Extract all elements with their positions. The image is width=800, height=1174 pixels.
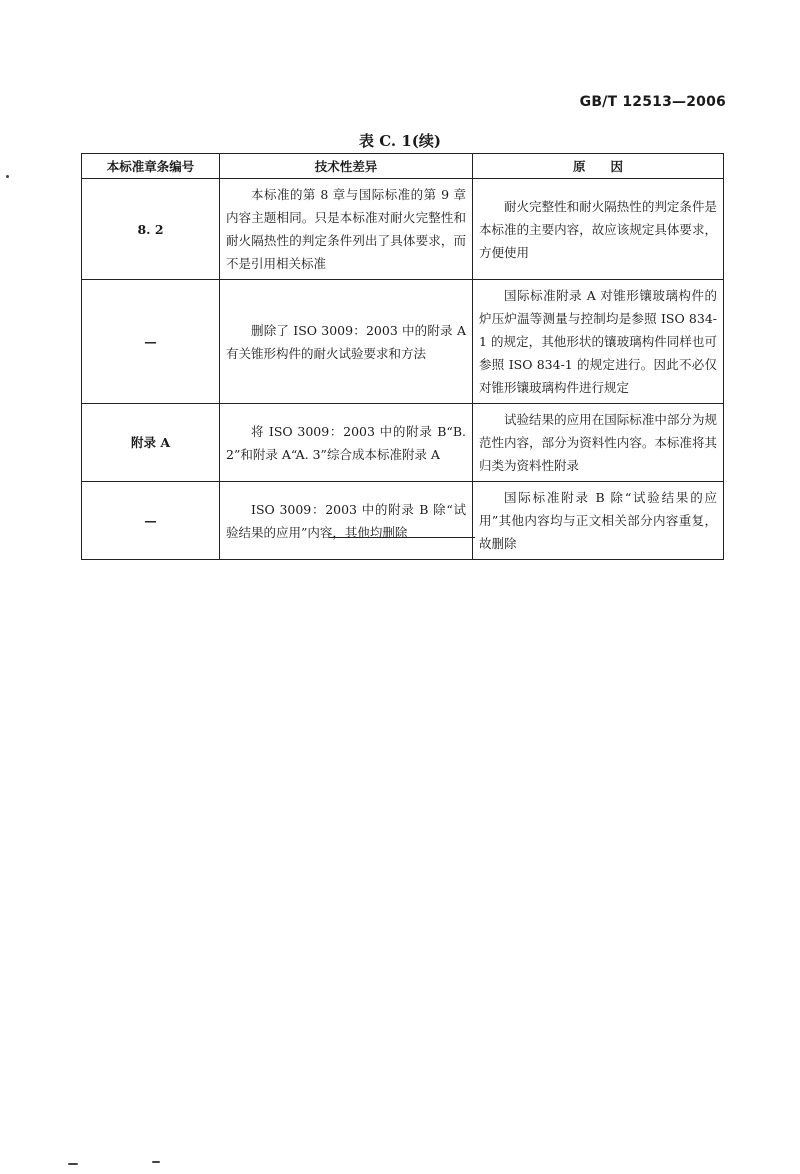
difference-table-container bbox=[81, 153, 723, 560]
end-of-document-rule bbox=[329, 537, 475, 538]
table-row bbox=[82, 404, 724, 482]
difference-cell: ISO 3009：2003 中的附录 B 除“试验结果的应用”内容，其他均删除 bbox=[220, 482, 473, 560]
scan-speck bbox=[152, 1161, 160, 1163]
difference-table bbox=[81, 153, 724, 560]
table-row bbox=[82, 482, 724, 560]
reason-cell: 试验结果的应用在国际标准中部分为规范性内容，部分为资料性内容。本标准将其归类为资料性附录 bbox=[473, 404, 724, 482]
clause-number-cell: — bbox=[82, 280, 220, 404]
difference-cell: 删除了 ISO 3009：2003 中的附录 A 有关锥形构件的耐火试验要求和方法 bbox=[220, 280, 473, 404]
standard-number: GB/T 12513—2006 bbox=[579, 94, 726, 110]
difference-cell: 本标准的第 8 章与国际标准的第 9 章内容主题相同。只是本标准对耐火完整性和耐火隔热性的判定条件列出了具体要求，而不是引用相关标准 bbox=[220, 179, 473, 280]
table-row bbox=[82, 280, 724, 404]
reason-cell: 国际标准附录 A 对锥形镶玻璃构件的炉压炉温等测量与控制均是参照 ISO 834-1 的规定，其他形状的镶玻璃构件同样也可参照 ISO 834-1 的规定进行。因此不必仅对锥形镶玻璃构件进行规定 bbox=[473, 280, 724, 404]
scan-speck bbox=[68, 1163, 78, 1165]
column-header-difference: 技术性差异 bbox=[220, 154, 473, 179]
difference-cell: 将 ISO 3009：2003 中的附录 B“B. 2”和附录 A“A. 3”综合成本标准附录 A bbox=[220, 404, 473, 482]
clause-number-cell: 8. 2 bbox=[82, 179, 220, 280]
column-header-reason: 原 因 bbox=[473, 154, 724, 179]
scan-speck bbox=[6, 175, 9, 178]
column-header-code: 本标准章条编号 bbox=[82, 154, 220, 179]
table-row bbox=[82, 179, 724, 280]
reason-cell: 国际标准附录 B 除“试验结果的应用”其他内容均与正文相关部分内容重复，故删除 bbox=[473, 482, 724, 560]
table-title: 表 C. 1(续) bbox=[359, 132, 441, 150]
clause-number-cell: 附录 A bbox=[82, 404, 220, 482]
reason-cell: 耐火完整性和耐火隔热性的判定条件是本标准的主要内容，故应该规定具体要求，方便使用 bbox=[473, 179, 724, 280]
clause-number-cell: — bbox=[82, 482, 220, 560]
table-header-row bbox=[82, 154, 724, 179]
